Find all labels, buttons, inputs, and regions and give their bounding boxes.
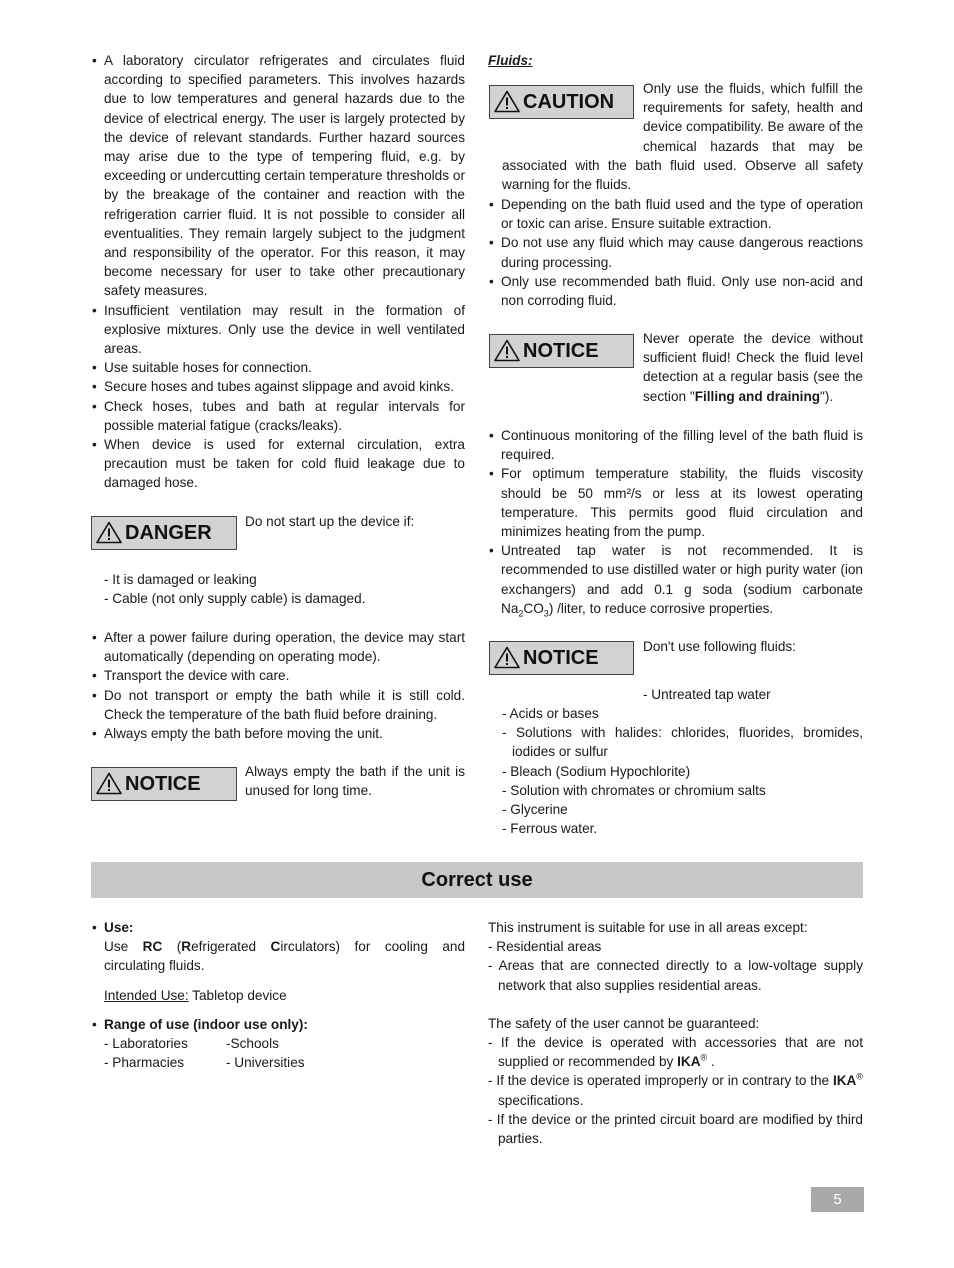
list-item: • Check hoses, tubes and bath at regular intervals for possible material fatigue (cracks/leaks).: [91, 397, 465, 435]
list-item: - Universities: [226, 1055, 305, 1071]
section-reference: Filling and draining: [694, 388, 821, 404]
fluid-monitoring-bullets: [488, 426, 863, 618]
notice-label: NOTICE: [523, 340, 599, 362]
list-item: • Do not transport or empty the bath while it is still cold. Check the temperature of the bath fluid before draining.: [91, 686, 465, 724]
fluids-heading: [488, 51, 688, 70]
notice-sign: [91, 767, 237, 801]
list-item: • Do not use any fluid which may cause dangerous reactions during processing.: [488, 233, 863, 271]
list-item: [488, 541, 863, 618]
tap-water-text: Untreated tap water is not recommended. It is recommended to use distilled water or high purity water (ion exchangers) and add 0.1 g soda (sodium carbonate Na: [501, 543, 863, 616]
list-item: - Solution with chromates or chromium salts: [502, 782, 766, 798]
danger-text: Do not start up the device if:: [245, 514, 415, 529]
notice-sign-fluids: [489, 641, 634, 675]
list-item: - Acids or bases: [502, 706, 599, 721]
tap-water-text-end: ) /liter, to reduce corrosive properties.: [548, 600, 774, 616]
registered-mark: ®: [700, 1052, 708, 1063]
list-item: • Continuous monitoring of the filling level of the bath fluid is required.: [488, 426, 863, 464]
registered-mark: ®: [856, 1071, 863, 1082]
list-item: - Pharmacies: [104, 1055, 185, 1071]
list-item: • Always empty the bath before moving the unit.: [91, 724, 465, 743]
warning-triangle-icon: [96, 772, 122, 795]
fluids-heading-text: Fluids:: [488, 53, 533, 68]
list-item: • Use suitable hoses for connection.: [91, 358, 465, 377]
correct-use-right: [488, 918, 863, 1148]
subscript: 3: [543, 608, 549, 619]
danger-items: [104, 570, 465, 608]
left-second-bullets: [91, 628, 465, 743]
safety-text-part: - If the device is operated with accessories that are not supplied or recommended by: [488, 1035, 863, 1070]
notice-text: Always empty the bath if the unit is unused for long time.: [245, 764, 465, 799]
use-text: (: [162, 939, 182, 955]
formula-part: CO: [523, 600, 544, 616]
list-item: • Only use recommended bath fluid. Only use non-acid and non corroding fluid.: [488, 272, 863, 310]
safety-text-part: - If the device is operated improperly or in contrary to the: [488, 1073, 833, 1089]
notice-text-before: Never operate the device without sufficient fluid! Check the fluid level detection at a regular basis (see the section ": [643, 331, 863, 404]
list-item: - Glycerine: [502, 802, 568, 818]
list-item: • When device is used for external circulation, extra precaution must be taken for cold fluid leakage due to damaged hose.: [91, 435, 465, 493]
use-item: [91, 918, 465, 1015]
warning-triangle-icon: [494, 646, 520, 669]
safety-text: The safety of the user cannot be guaranteed:: [488, 1015, 760, 1031]
list-item: • Transport the device with care.: [91, 666, 465, 685]
safety-text-part: .: [707, 1054, 715, 1070]
forbidden-fluids-list: [502, 704, 863, 838]
notice-fluid-level-text: [502, 329, 863, 406]
notice-fluids-text: Don't use following fluids:: [643, 639, 796, 654]
notice-label: NOTICE: [125, 773, 201, 795]
section-title-correct-use: Correct use: [91, 862, 863, 898]
list-item: - Cable (not only supply cable) is damaged.: [104, 591, 366, 607]
c-letter: C: [270, 939, 281, 955]
notice-label: NOTICE: [523, 647, 599, 669]
caution-text-body: Only use the fluids, which fulfill the requirements for safety, health and device compatibility. Be aware of the chemical hazards that may be associated with the bath fluid used. Observe all safety warning for the fluids.: [502, 81, 863, 193]
caution-label: CAUTION: [523, 91, 615, 113]
page-number: 5: [811, 1187, 864, 1212]
intended-use-value: Tabletop device: [188, 987, 287, 1003]
list-item: [488, 1071, 863, 1109]
list-item: • A laboratory circulator refrigerates and circulates fluid according to specified parameters. This involves hazards due to low temperatures and general hazards due to the device of electrical energy. The user is largely protected by the device of relevant standards. Further hazard sources may arise due to the type of tempering fluid, e.g. by exceeding or undercutting certain temperature thresholds or by the breakage of the container and reaction with the refrigeration carrier fluid. It is not possible to consider all eventualities. They remain largely subject to the judgment and responsibility of the operator. For this reason, it may become necessary for user to take other precautionary safety measures.: [91, 51, 465, 301]
list-item: - Residential areas: [488, 939, 602, 955]
caution-text: [502, 79, 863, 194]
list-item: - Laboratories: [104, 1036, 188, 1052]
forbidden-fluids-first: - Untreated tap water: [643, 687, 771, 702]
list-item: - Ferrous water.: [502, 821, 598, 837]
use-text: irculators) for cooling and circulating fluids.: [104, 939, 466, 974]
list-item: -Schools: [226, 1036, 279, 1052]
list-item: • Depending on the bath fluid used and the type of operation or toxic can arise. Ensure suitable extraction.: [488, 195, 863, 233]
use-label: Use:: [104, 920, 134, 935]
danger-sign: [91, 516, 237, 550]
list-item: • Insufficient ventilation may result in the formation of explosive mixtures. Only use the device in well ventilated areas.: [91, 301, 465, 359]
brand-ika: IKA: [832, 1073, 857, 1089]
list-item: - Areas that are connected directly to a low-voltage supply network that also supplies residential areas.: [488, 958, 863, 993]
range-item: [91, 1015, 465, 1073]
use-text: Use: [104, 939, 143, 955]
brand-ika: IKA: [677, 1054, 701, 1070]
use-text: efrigerated: [191, 939, 271, 955]
list-item: • After a power failure during operation, the device may start automatically (depending on operating mode).: [91, 628, 465, 666]
list-item: - Solutions with halides: chlorides, fluorides, bromides, iodides or sulfur: [502, 725, 863, 760]
warning-triangle-icon: [96, 521, 122, 544]
list-item: - If the device or the printed circuit board are modified by third parties.: [488, 1111, 863, 1147]
correct-use-left: [91, 918, 465, 1072]
left-intro-bullets: [91, 51, 465, 493]
notice-text-after: ").: [820, 388, 834, 404]
intended-use-label: Intended Use:: [104, 987, 189, 1003]
safety-text-part: specifications.: [498, 1092, 584, 1108]
rc-abbrev: RC: [142, 939, 163, 955]
range-label: Range of use (indoor use only):: [104, 1016, 308, 1032]
fluids-bullets: [488, 195, 863, 310]
r-letter: R: [181, 939, 192, 955]
list-item: [488, 1033, 863, 1071]
suitable-text: This instrument is suitable for use in all areas except:: [488, 920, 808, 935]
list-item: - Bleach (Sodium Hypochlorite): [502, 763, 691, 779]
danger-label: DANGER: [125, 522, 212, 544]
list-item: - It is damaged or leaking: [104, 572, 257, 587]
list-item: • Secure hoses and tubes against slippage and avoid kinks.: [91, 377, 465, 396]
subscript: 2: [518, 608, 524, 619]
list-item: • For optimum temperature stability, the fluids viscosity should be 50 mm²/s or less at its lowest operating temperature. This permits good fluid circulation and minimizes heating from the pump.: [488, 464, 863, 541]
